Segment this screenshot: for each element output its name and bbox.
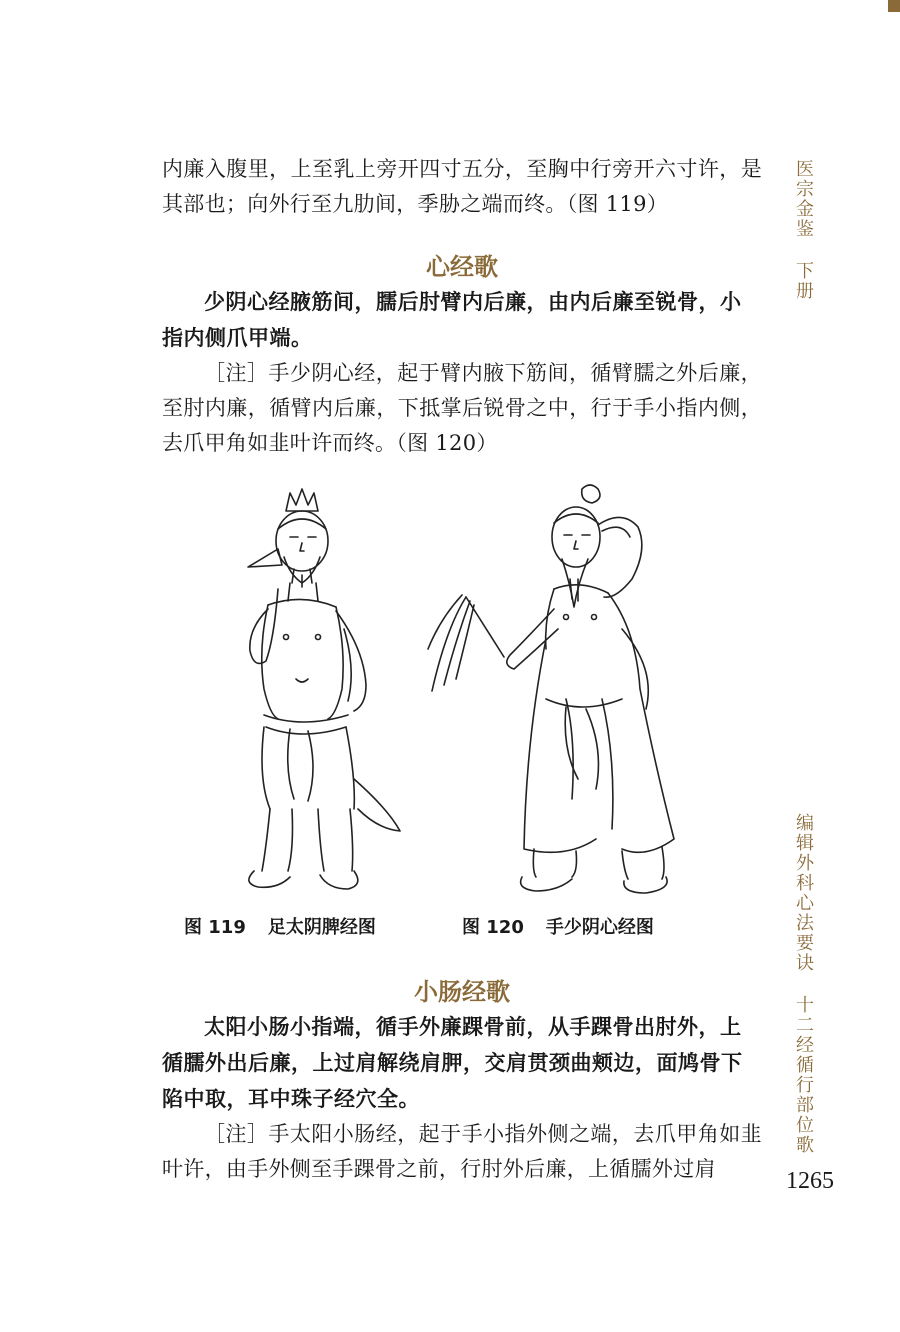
figure-row xyxy=(162,479,762,957)
note-heart-meridian: ［注］手少阴心经，起于臂内腋下筋间，循臂臑之外后廉，至肘内廉，循臂内后廉，下抵掌后锐骨之中，行于手小指内侧，去爪甲角如韭叶许而终。（图 120） xyxy=(162,361,762,455)
section-heading-small-intestine-meridian: 小肠经歌 xyxy=(414,978,510,1006)
section-heading-heart-meridian: 心经歌 xyxy=(426,253,498,281)
figure-119-illustration xyxy=(178,479,418,899)
running-header-chapter xyxy=(794,814,816,1156)
caption-figure-119 xyxy=(184,913,376,939)
caption-figure-120 xyxy=(462,913,654,939)
corner-mark xyxy=(888,0,900,12)
volume-label: 下册 xyxy=(796,261,814,302)
verse-heart-meridian: 少阴心经腋筋间，臑后肘臂内后廉，由内后廉至锐骨，小指内侧爪甲端。 xyxy=(162,290,742,350)
figure-120-number: 图 120 xyxy=(462,917,524,938)
running-header-book xyxy=(794,160,816,302)
page-number: 1265 xyxy=(786,1168,834,1194)
chapter-title: 编辑外科心法要诀 xyxy=(796,813,814,974)
intro-paragraph: 内廉入腹里，上至乳上旁开四寸五分，至胸中行旁开六寸许，是其部也；向外行至九肋间，季胁之端而终。（图 119） xyxy=(162,157,762,216)
note-small-intestine-meridian: ［注］手太阳小肠经，起于手小指外侧之端，去爪甲角如韭叶许，由手外侧至手踝骨之前，行肘外后廉，上循臑外过肩 xyxy=(162,1122,762,1181)
section-title: 十二经循行部位歌 xyxy=(796,995,814,1156)
page-content xyxy=(162,152,762,1187)
figure-119-number: 图 119 xyxy=(184,917,246,938)
figure-119-title: 足太阴脾经图 xyxy=(267,917,376,938)
figure-120-illustration xyxy=(426,479,706,899)
book-title: 医宗金鉴 xyxy=(796,159,814,240)
verse-small-intestine-meridian: 太阳小肠小指端，循手外廉踝骨前，从手踝骨出肘外，上循臑外出后廉，上过肩解绕肩胛，交肩贯颈曲颊边，面鸠骨下陷中取，耳中珠子经穴全。 xyxy=(162,1015,743,1111)
figure-120-title: 手少阴心经图 xyxy=(545,917,654,938)
